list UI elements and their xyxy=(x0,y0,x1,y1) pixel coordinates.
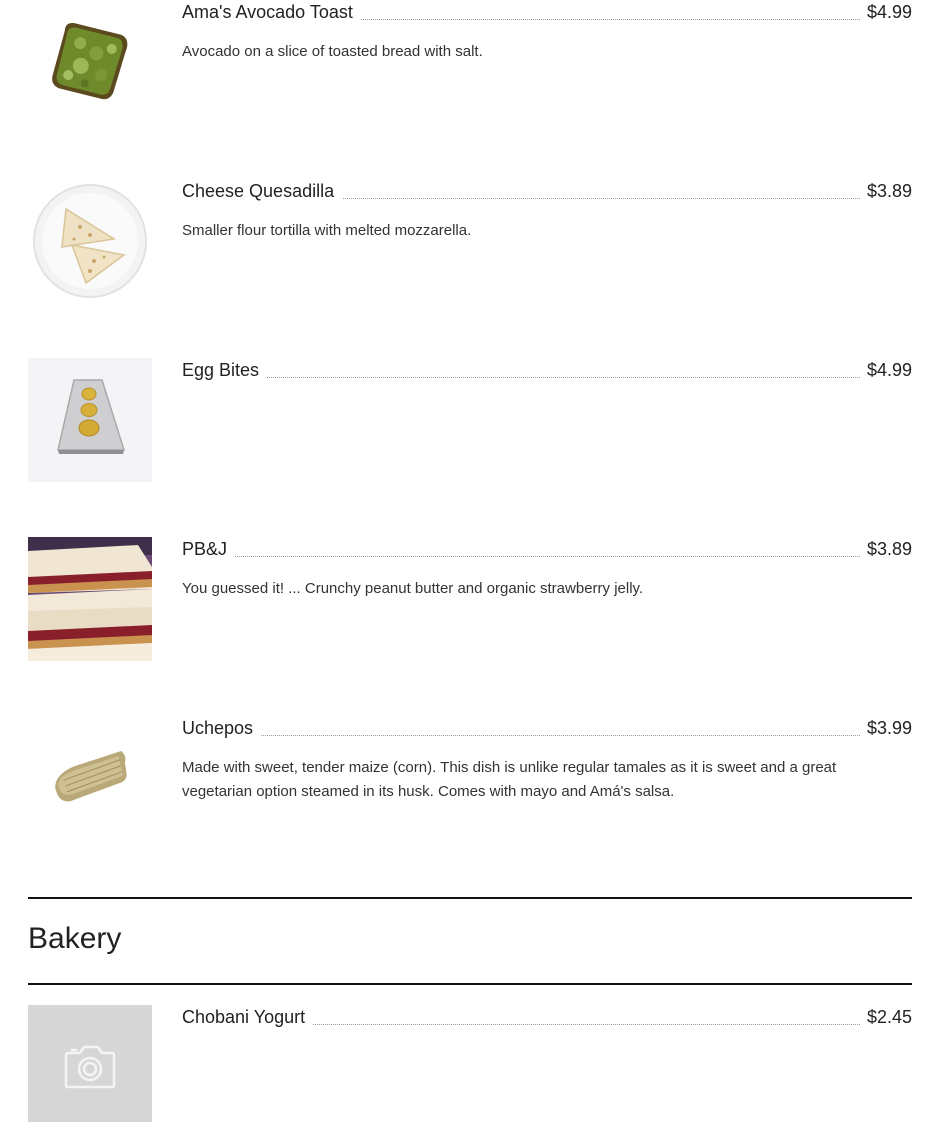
item-description: Made with sweet, tender maize (corn). This dish is unlike regular tamales as it is sweet and a great vegetarian option steamed in its husk. Comes with mayo and Amá's salsa. xyxy=(182,759,837,800)
item-description: You guessed it! ... Crunchy peanut butter and organic strawberry jelly. xyxy=(182,580,644,597)
item-name[interactable]: Uchepos xyxy=(182,718,261,739)
item-name[interactable]: PB&J xyxy=(182,539,235,560)
item-name[interactable]: Ama's Avocado Toast xyxy=(182,2,361,23)
quesadilla-image[interactable] xyxy=(28,179,152,303)
menu-item[interactable] xyxy=(28,358,912,482)
item-price: $2.45 xyxy=(861,1007,912,1028)
item-name[interactable]: Egg Bites xyxy=(182,360,267,381)
item-price: $4.99 xyxy=(861,2,912,23)
menu-item[interactable] xyxy=(28,179,912,303)
item-price: $3.89 xyxy=(861,539,912,560)
item-name[interactable]: Cheese Quesadilla xyxy=(182,181,342,202)
pbj-sandwich-image[interactable] xyxy=(28,537,152,661)
item-price: $3.89 xyxy=(861,181,912,202)
avocado-toast-image[interactable] xyxy=(28,0,152,124)
item-description: Avocado on a slice of toasted bread with salt. xyxy=(182,43,483,60)
menu-item[interactable] xyxy=(28,716,912,840)
uchepos-image[interactable] xyxy=(28,716,152,840)
section-divider-top xyxy=(28,897,912,899)
menu-item[interactable] xyxy=(28,0,912,124)
egg-bites-image[interactable] xyxy=(28,358,152,482)
item-price: $3.99 xyxy=(861,718,912,739)
camera-placeholder-icon[interactable] xyxy=(28,1005,152,1122)
section-title: Bakery xyxy=(28,922,122,955)
item-description: Smaller flour tortilla with melted mozzarella. xyxy=(182,222,472,239)
item-price: $4.99 xyxy=(861,360,912,381)
menu-item[interactable] xyxy=(28,537,912,661)
menu-item[interactable] xyxy=(28,1005,912,1122)
item-name[interactable]: Chobani Yogurt xyxy=(182,1007,313,1028)
section-divider-bottom xyxy=(28,983,912,985)
